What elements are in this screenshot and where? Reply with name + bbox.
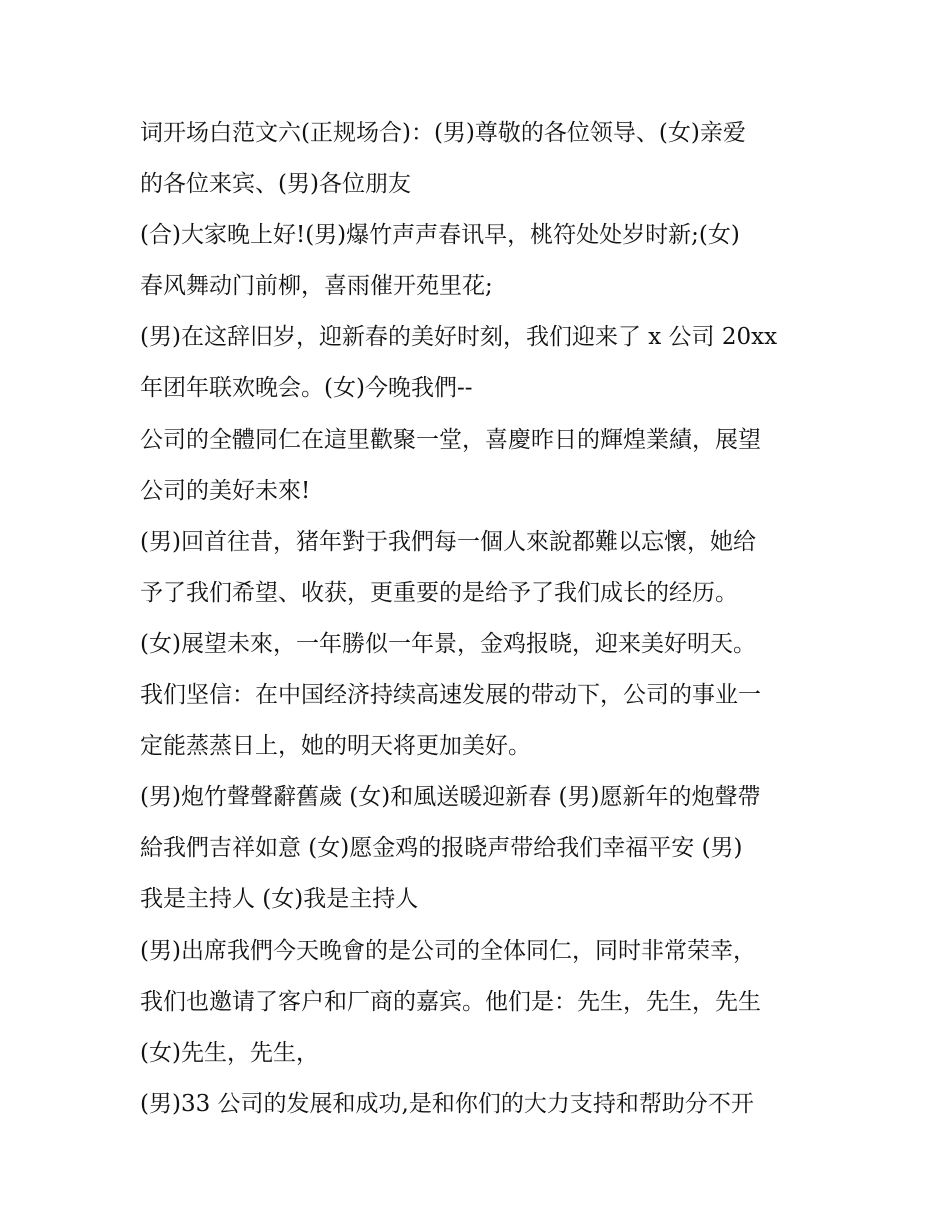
text-line: 我们坚信：在中国经济持续高速发展的带动下，公司的事业一: [140, 682, 761, 709]
text-line: 年团年联欢晚会。(女)今晚我們--: [140, 375, 473, 402]
text-line: 定能蒸蒸日上，她的明天将更加美好。: [140, 733, 531, 760]
text-line: (合)大家晚上好!(男)爆竹声声春讯早，桃符处处岁时新;(女): [140, 222, 740, 249]
text-line: (男)33 公司的发展和成功,是和你们的大力支持和帮助分不开: [140, 1090, 754, 1117]
text-line: (男)回首往昔，猪年對于我們每一個人來說都難以忘懷，她给: [140, 528, 756, 555]
text-line: 給我們吉祥如意 (女)愿金鸡的报晓声带给我们幸福平安 (男): [140, 835, 743, 862]
text-line: 我们也邀请了客户和厂商的嘉宾。他们是：先生，先生，先生: [140, 988, 761, 1015]
body-text: [140, 108, 820, 1130]
text-line: (男)出席我們今天晚會的是公司的全体同仁，同时非常荣幸，: [140, 937, 756, 964]
text-line: 公司的美好未來!: [140, 477, 311, 504]
text-line: (女)展望未來，一年勝似一年景，金鸡报晓，迎来美好明天。: [140, 630, 756, 657]
text-line: 我是主持人 (女)我是主持人: [140, 886, 419, 913]
text-line: 公司的全體同仁在這里歡聚一堂，喜慶昨日的輝煌業績，展望: [140, 426, 761, 453]
text-line: (男)炮竹聲聲辭舊歲 (女)和風送暖迎新春 (男)愿新年的炮聲帶: [140, 784, 761, 811]
text-line: (男)在这辞旧岁，迎新春的美好时刻，我们迎来了 x 公司 20xx: [140, 324, 778, 351]
text-line: 予了我们希望、收获，更重要的是给予了我们成长的经历。: [140, 579, 738, 606]
text-line: (女)先生，先生，: [140, 1039, 319, 1066]
text-line: 的各位来宾、(男)各位朋友: [140, 171, 411, 198]
text-line: 春风舞动门前柳，喜雨催开苑里花;: [140, 273, 493, 300]
text-line: 词开场白范文六(正规场合)：(男)尊敬的各位领导、(女)亲爱: [140, 120, 746, 146]
